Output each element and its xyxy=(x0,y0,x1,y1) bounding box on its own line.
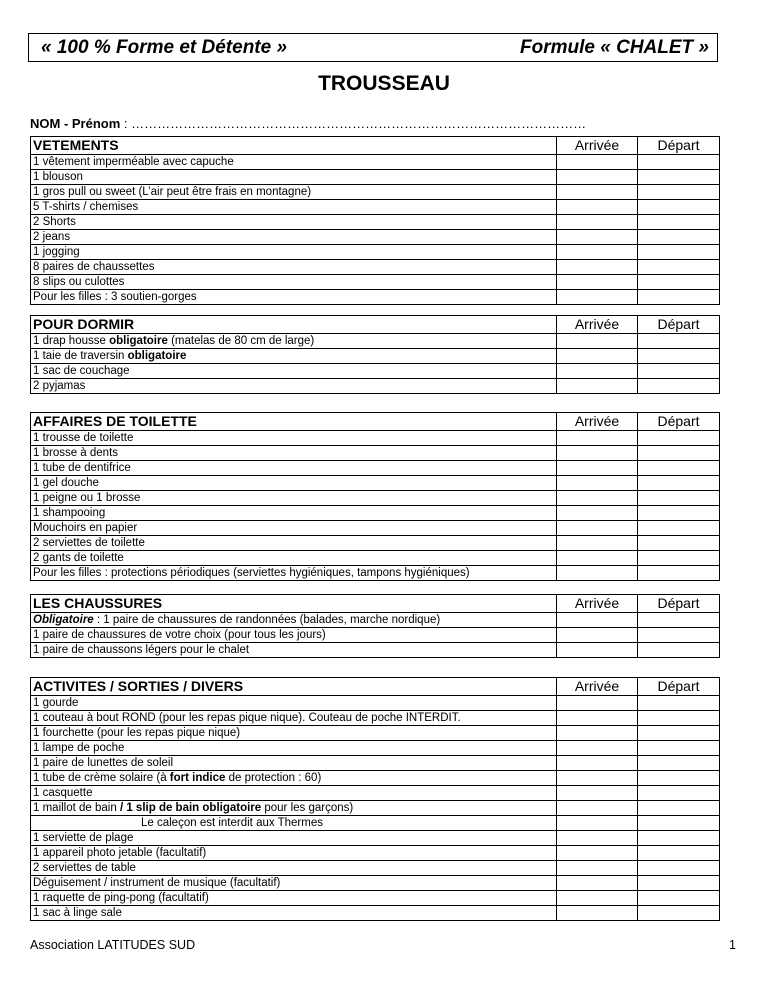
item-label: 1 tube de dentifrice xyxy=(31,461,557,476)
name-field-line xyxy=(30,116,586,131)
checkbox-arrivee[interactable] xyxy=(557,861,638,876)
table-row xyxy=(31,334,720,349)
item-label: Pour les filles : 3 soutien-gorges xyxy=(31,290,557,305)
checkbox-arrivee[interactable] xyxy=(557,275,638,290)
checkbox-arrivee[interactable] xyxy=(557,711,638,726)
section-title: AFFAIRES DE TOILETTE xyxy=(31,413,557,431)
table-row xyxy=(31,643,720,658)
item-label: 2 Shorts xyxy=(31,215,557,230)
col-arrivee: Arrivée xyxy=(557,316,638,334)
table-row xyxy=(31,245,720,260)
item-label: 2 jeans xyxy=(31,230,557,245)
col-depart: Départ xyxy=(638,678,720,696)
checkbox-depart[interactable] xyxy=(638,275,720,290)
table-row xyxy=(31,275,720,290)
table-row xyxy=(31,431,720,446)
item-label: 8 paires de chaussettes xyxy=(31,260,557,275)
page-title: TROUSSEAU xyxy=(318,72,450,95)
item-label: 1 drap housse obligatoire (matelas de 80 cm de large) xyxy=(31,334,557,349)
checkbox-depart[interactable] xyxy=(638,816,720,831)
checkbox-depart[interactable] xyxy=(638,334,720,349)
checkbox-arrivee[interactable] xyxy=(557,476,638,491)
col-arrivee: Arrivée xyxy=(557,137,638,155)
section-title: LES CHAUSSURES xyxy=(31,595,557,613)
checkbox-depart[interactable] xyxy=(638,170,720,185)
checkbox-arrivee[interactable] xyxy=(557,245,638,260)
checkbox-depart[interactable] xyxy=(638,260,720,275)
checkbox-arrivee[interactable] xyxy=(557,726,638,741)
table-row xyxy=(31,786,720,801)
item-label: 1 taie de traversin obligatoire xyxy=(31,349,557,364)
checkbox-depart[interactable] xyxy=(638,476,720,491)
item-note: Le caleçon est interdit aux Thermes xyxy=(31,816,557,831)
checkbox-depart[interactable] xyxy=(638,245,720,260)
checkbox-arrivee[interactable] xyxy=(557,536,638,551)
col-arrivee: Arrivée xyxy=(557,413,638,431)
checkbox-depart[interactable] xyxy=(638,643,720,658)
table-row xyxy=(31,891,720,906)
checkbox-depart[interactable] xyxy=(638,379,720,394)
col-arrivee: Arrivée xyxy=(557,595,638,613)
checkbox-depart[interactable] xyxy=(638,876,720,891)
footer-organization: Association LATITUDES SUD xyxy=(30,938,196,952)
table-row xyxy=(31,461,720,476)
col-depart: Départ xyxy=(638,316,720,334)
checkbox-depart[interactable] xyxy=(638,628,720,643)
checkbox-depart[interactable] xyxy=(638,215,720,230)
item-label: 1 gros pull ou sweet (L’air peut être frais en montagne) xyxy=(31,185,557,200)
item-label: Déguisement / instrument de musique (facultatif) xyxy=(31,876,557,891)
table-row xyxy=(31,831,720,846)
section-title: ACTIVITES / SORTIES / DIVERS xyxy=(31,678,557,696)
item-label: 1 sac de couchage xyxy=(31,364,557,379)
checkbox-arrivee[interactable] xyxy=(557,334,638,349)
checkbox-arrivee[interactable] xyxy=(557,349,638,364)
table-row xyxy=(31,446,720,461)
checkbox-arrivee[interactable] xyxy=(557,628,638,643)
table-row xyxy=(31,290,720,305)
table-row xyxy=(31,846,720,861)
table-row xyxy=(31,906,720,921)
checkbox-depart[interactable] xyxy=(638,861,720,876)
item-label: 1 serviette de plage xyxy=(31,831,557,846)
header-banner xyxy=(28,33,718,62)
checkbox-depart[interactable] xyxy=(638,521,720,536)
checkbox-arrivee[interactable] xyxy=(557,906,638,921)
checkbox-arrivee[interactable] xyxy=(557,431,638,446)
checkbox-depart[interactable] xyxy=(638,846,720,861)
item-label: 1 gel douche xyxy=(31,476,557,491)
table-row xyxy=(31,696,720,711)
table-row xyxy=(31,230,720,245)
table-row xyxy=(31,756,720,771)
checkbox-arrivee[interactable] xyxy=(557,155,638,170)
checkbox-arrivee[interactable] xyxy=(557,831,638,846)
table-row xyxy=(31,551,720,566)
checkbox-depart[interactable] xyxy=(638,786,720,801)
table-row xyxy=(31,506,720,521)
section-activites xyxy=(30,677,720,921)
table-row xyxy=(31,726,720,741)
item-label: 1 tube de crème solaire (à fort indice de protection : 60) xyxy=(31,771,557,786)
item-label: Pour les filles : protections périodiques (serviettes hygiéniques, tampons hygiéniques) xyxy=(31,566,557,581)
checkbox-arrivee[interactable] xyxy=(557,521,638,536)
checkbox-arrivee[interactable] xyxy=(557,846,638,861)
checkbox-depart[interactable] xyxy=(638,185,720,200)
checkbox-arrivee[interactable] xyxy=(557,170,638,185)
checkbox-arrivee[interactable] xyxy=(557,613,638,628)
checkbox-depart[interactable] xyxy=(638,726,720,741)
checkbox-depart[interactable] xyxy=(638,906,720,921)
item-label: 1 paire de chaussures de votre choix (pour tous les jours) xyxy=(31,628,557,643)
checkbox-arrivee[interactable] xyxy=(557,756,638,771)
table-row xyxy=(31,771,720,786)
checkbox-depart[interactable] xyxy=(638,801,720,816)
item-label: 1 couteau à bout ROND (pour les repas pique nique). Couteau de poche INTERDIT. xyxy=(31,711,557,726)
table-row xyxy=(31,816,720,831)
col-arrivee: Arrivée xyxy=(557,678,638,696)
checkbox-arrivee[interactable] xyxy=(557,741,638,756)
item-label: 1 maillot de bain / 1 slip de bain obligatoire pour les garçons) xyxy=(31,801,557,816)
item-label: 1 shampooing xyxy=(31,506,557,521)
checkbox-arrivee[interactable] xyxy=(557,696,638,711)
checkbox-depart[interactable] xyxy=(638,711,720,726)
checkbox-arrivee[interactable] xyxy=(557,185,638,200)
item-label: 2 serviettes de toilette xyxy=(31,536,557,551)
table-row xyxy=(31,200,720,215)
header-right-title: Formule « CHALET » xyxy=(520,37,709,58)
item-label: 2 serviettes de table xyxy=(31,861,557,876)
table-row xyxy=(31,613,720,628)
checkbox-arrivee[interactable] xyxy=(557,379,638,394)
checkbox-arrivee[interactable] xyxy=(557,551,638,566)
checkbox-depart[interactable] xyxy=(638,491,720,506)
table-row xyxy=(31,215,720,230)
table-row xyxy=(31,170,720,185)
checkbox-arrivee[interactable] xyxy=(557,290,638,305)
item-label: Mouchoirs en papier xyxy=(31,521,557,536)
checkbox-depart[interactable] xyxy=(638,349,720,364)
checkbox-depart[interactable] xyxy=(638,155,720,170)
checkbox-arrivee[interactable] xyxy=(557,643,638,658)
checkbox-arrivee[interactable] xyxy=(557,491,638,506)
item-label: 1 sac à linge sale xyxy=(31,906,557,921)
section-vetements xyxy=(30,136,720,305)
col-depart: Départ xyxy=(638,137,720,155)
checkbox-depart[interactable] xyxy=(638,696,720,711)
checkbox-arrivee[interactable] xyxy=(557,876,638,891)
checkbox-depart[interactable] xyxy=(638,431,720,446)
table-row xyxy=(31,364,720,379)
item-label: 1 gourde xyxy=(31,696,557,711)
name-label: NOM - Prénom xyxy=(30,116,121,131)
col-depart: Départ xyxy=(638,595,720,613)
item-label: 1 paire de lunettes de soleil xyxy=(31,756,557,771)
item-label: 1 paire de chaussons légers pour le chalet xyxy=(31,643,557,658)
item-label: 5 T-shirts / chemises xyxy=(31,200,557,215)
item-label: 1 vêtement imperméable avec capuche xyxy=(31,155,557,170)
item-label: 1 fourchette (pour les repas pique nique) xyxy=(31,726,557,741)
item-label: 1 lampe de poche xyxy=(31,741,557,756)
checkbox-depart[interactable] xyxy=(638,230,720,245)
section-chaussures xyxy=(30,594,720,658)
checkbox-depart[interactable] xyxy=(638,506,720,521)
item-label: 1 brosse à dents xyxy=(31,446,557,461)
checkbox-depart[interactable] xyxy=(638,290,720,305)
table-row xyxy=(31,628,720,643)
checkbox-arrivee[interactable] xyxy=(557,461,638,476)
section-title: POUR DORMIR xyxy=(31,316,557,334)
checkbox-arrivee[interactable] xyxy=(557,364,638,379)
checkbox-arrivee[interactable] xyxy=(557,786,638,801)
table-row xyxy=(31,260,720,275)
checkbox-arrivee[interactable] xyxy=(557,446,638,461)
checkbox-depart[interactable] xyxy=(638,756,720,771)
checkbox-arrivee[interactable] xyxy=(557,801,638,816)
item-label: 1 casquette xyxy=(31,786,557,801)
table-row xyxy=(31,711,720,726)
item-label: 1 blouson xyxy=(31,170,557,185)
checkbox-arrivee[interactable] xyxy=(557,771,638,786)
header-left-title: « 100 % Forme et Détente » xyxy=(41,37,288,58)
table-row xyxy=(31,155,720,170)
checkbox-depart[interactable] xyxy=(638,891,720,906)
checkbox-arrivee[interactable] xyxy=(557,200,638,215)
table-row xyxy=(31,476,720,491)
item-label: 1 peigne ou 1 brosse xyxy=(31,491,557,506)
table-row xyxy=(31,876,720,891)
checkbox-depart[interactable] xyxy=(638,551,720,566)
table-row xyxy=(31,521,720,536)
section-dormir xyxy=(30,315,720,394)
checkbox-depart[interactable] xyxy=(638,364,720,379)
checkbox-arrivee[interactable] xyxy=(557,215,638,230)
item-label: Obligatoire : 1 paire de chaussures de randonnées (balades, marche nordique) xyxy=(31,613,557,628)
checkbox-depart[interactable] xyxy=(638,566,720,581)
checkbox-depart[interactable] xyxy=(638,536,720,551)
checkbox-depart[interactable] xyxy=(638,446,720,461)
item-label: 1 trousse de toilette xyxy=(31,431,557,446)
col-depart: Départ xyxy=(638,413,720,431)
table-row xyxy=(31,566,720,581)
checkbox-arrivee[interactable] xyxy=(557,506,638,521)
table-row xyxy=(31,536,720,551)
page-number: 1 xyxy=(729,938,736,952)
section-title: VETEMENTS xyxy=(31,137,557,155)
table-row xyxy=(31,861,720,876)
checkbox-depart[interactable] xyxy=(638,461,720,476)
section-toilette xyxy=(30,412,720,581)
item-label: 1 raquette de ping-pong (facultatif) xyxy=(31,891,557,906)
item-label: 8 slips ou culottes xyxy=(31,275,557,290)
checkbox-depart[interactable] xyxy=(638,771,720,786)
table-row xyxy=(31,491,720,506)
table-row xyxy=(31,379,720,394)
checkbox-depart[interactable] xyxy=(638,200,720,215)
checkbox-arrivee[interactable] xyxy=(557,816,638,831)
checkbox-arrivee[interactable] xyxy=(557,891,638,906)
item-label: 2 pyjamas xyxy=(31,379,557,394)
checkbox-depart[interactable] xyxy=(638,613,720,628)
item-label: 1 appareil photo jetable (facultatif) xyxy=(31,846,557,861)
table-row xyxy=(31,801,720,816)
item-label: 1 jogging xyxy=(31,245,557,260)
item-label: 2 gants de toilette xyxy=(31,551,557,566)
name-dots: : …………………………………………………………………………………………… xyxy=(120,116,587,131)
checkbox-arrivee[interactable] xyxy=(557,566,638,581)
table-row xyxy=(31,741,720,756)
table-row xyxy=(31,349,720,364)
checkbox-arrivee[interactable] xyxy=(557,260,638,275)
checkbox-depart[interactable] xyxy=(638,831,720,846)
checkbox-depart[interactable] xyxy=(638,741,720,756)
table-row xyxy=(31,185,720,200)
checkbox-arrivee[interactable] xyxy=(557,230,638,245)
